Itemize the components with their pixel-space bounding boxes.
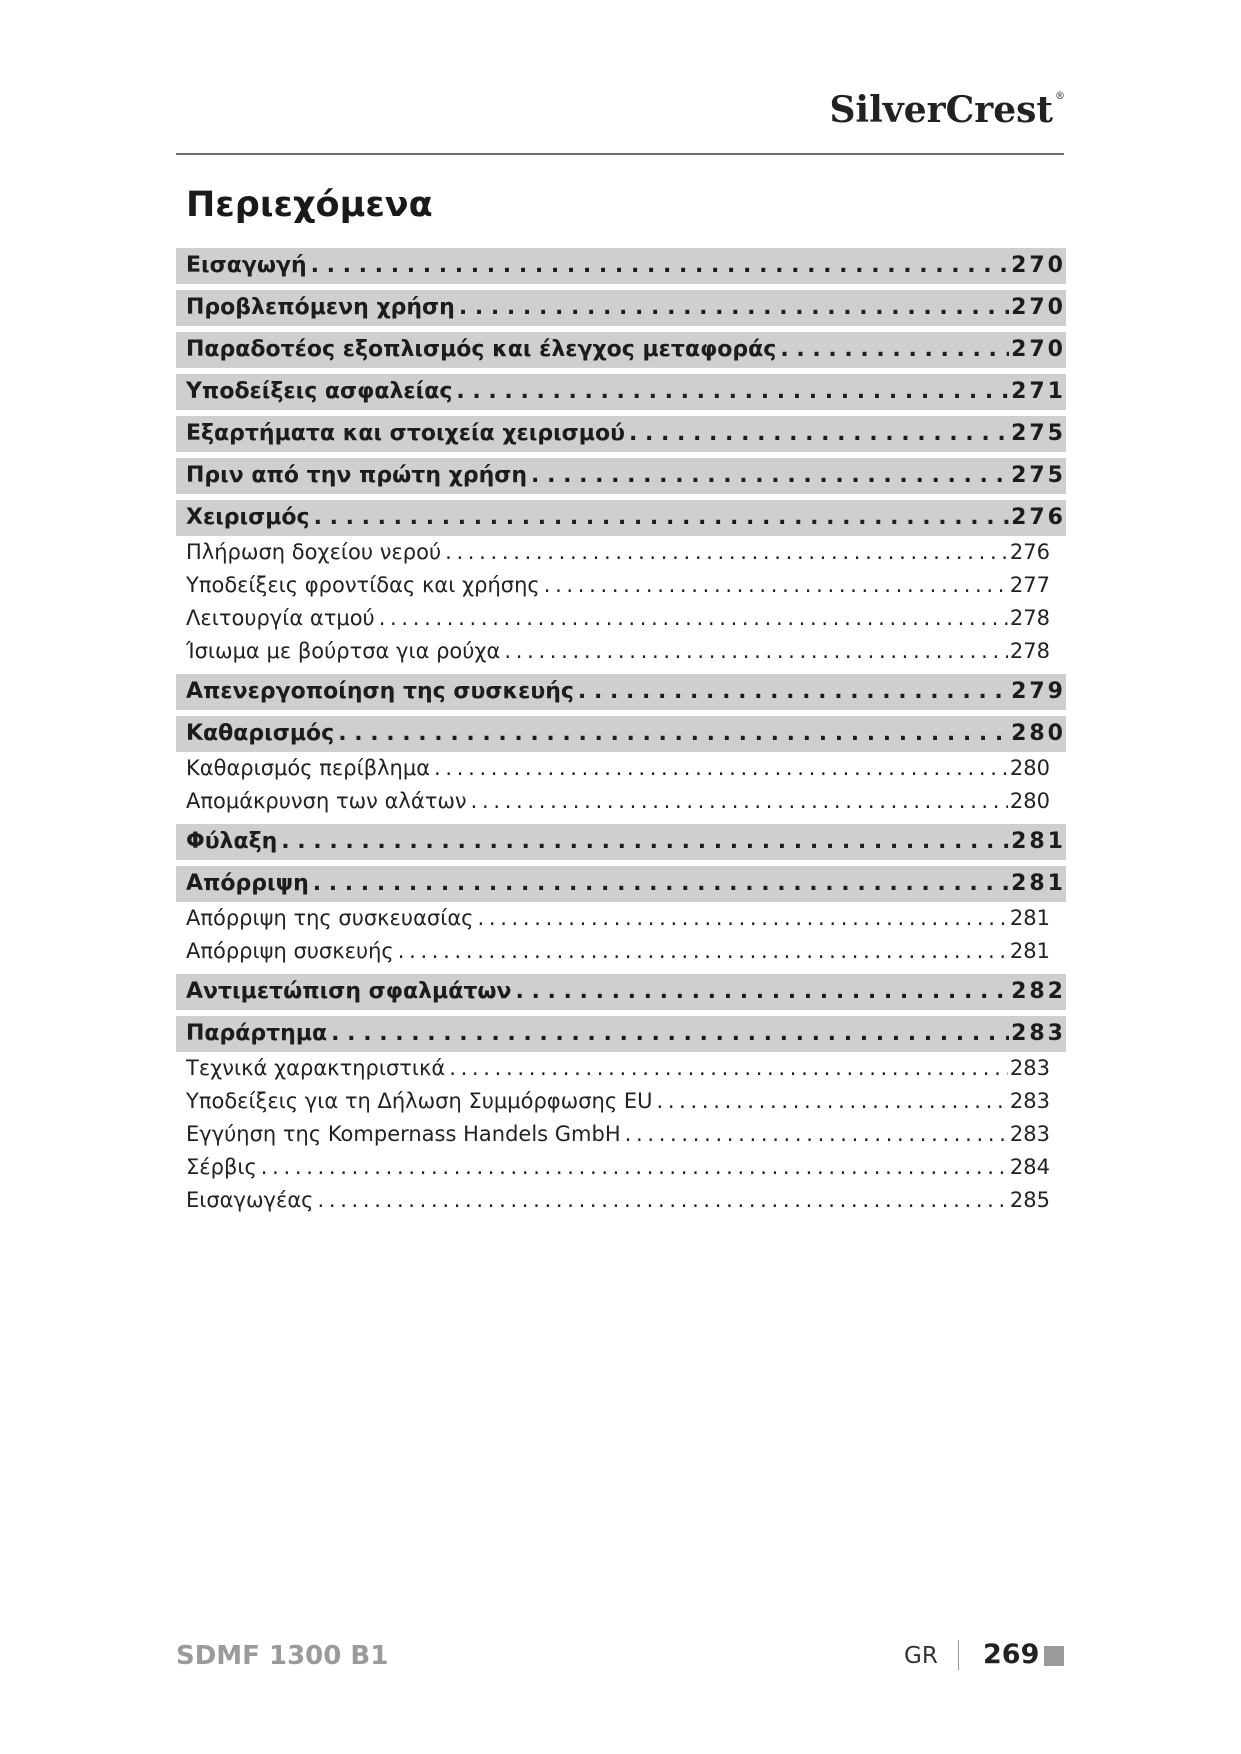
registered-mark: ® <box>1055 91 1065 102</box>
toc-leader <box>314 500 1009 536</box>
toc-label: Απομάκρυνση των αλάτων <box>186 789 467 813</box>
toc-leader <box>531 458 1009 494</box>
toc-section[interactable] <box>176 674 1066 710</box>
toc-label: Τεχνικά χαρακτηριστικά <box>186 1056 446 1080</box>
toc-label: Προβλεπόμενη χρήση <box>186 295 455 320</box>
toc-page: 278 <box>1009 639 1050 663</box>
toc-label: Πλήρωση δοχείου νερού <box>186 540 442 564</box>
header-rule <box>176 153 1064 155</box>
toc-leader <box>478 902 1008 935</box>
toc-leader <box>629 416 1009 452</box>
toc-page: 283 <box>1009 1089 1050 1113</box>
toc-leader <box>331 1016 1009 1052</box>
toc-leader <box>780 332 1009 368</box>
toc-page: 281 <box>1011 829 1066 854</box>
toc-leader <box>338 716 1009 752</box>
table-of-contents <box>176 248 1066 1217</box>
toc-leader <box>456 374 1009 410</box>
footer-square-icon <box>1044 1646 1064 1666</box>
toc-subsection[interactable] <box>176 569 1050 602</box>
toc-page: 276 <box>1009 540 1050 564</box>
toc-leader <box>311 248 1009 284</box>
toc-page: 283 <box>1009 1056 1050 1080</box>
toc-page: 270 <box>1011 295 1066 320</box>
toc-subsection[interactable] <box>176 536 1050 569</box>
toc-page: 270 <box>1011 337 1066 362</box>
toc-subsection[interactable] <box>176 1052 1050 1085</box>
footer-separator <box>958 1640 959 1670</box>
toc-page: 285 <box>1009 1188 1050 1212</box>
footer-model: SDMF 1300 B1 <box>176 1641 389 1671</box>
toc-subsection[interactable] <box>176 1184 1050 1217</box>
toc-page: 278 <box>1009 606 1050 630</box>
toc-section[interactable] <box>176 974 1066 1010</box>
toc-leader <box>578 674 1009 710</box>
toc-label: Εγγύηση της Kompernass Handels GmbH <box>186 1122 621 1146</box>
toc-page: 283 <box>1011 1021 1066 1046</box>
toc-page: 276 <box>1011 505 1066 530</box>
toc-page: 275 <box>1011 421 1066 446</box>
toc-label: Απόρριψη συσκευής <box>186 939 394 963</box>
toc-section[interactable] <box>176 824 1066 860</box>
toc-page: 281 <box>1009 906 1050 930</box>
toc-subsection[interactable] <box>176 902 1050 935</box>
toc-page: 275 <box>1011 463 1066 488</box>
toc-section[interactable] <box>176 500 1066 536</box>
toc-section[interactable] <box>176 416 1066 452</box>
toc-leader <box>459 290 1009 326</box>
toc-section[interactable] <box>176 332 1066 368</box>
toc-leader <box>515 974 1009 1010</box>
toc-subsection[interactable] <box>176 752 1050 785</box>
toc-leader <box>544 569 1008 602</box>
toc-label: Πριν από την πρώτη χρήση <box>186 463 528 488</box>
toc-label: Παράρτημα <box>186 1021 328 1046</box>
toc-label: Καθαρισμός <box>186 721 335 746</box>
toc-subsection[interactable] <box>176 1085 1050 1118</box>
toc-page: 281 <box>1009 939 1050 963</box>
toc-label: Ίσιωμα με βούρτσα για ρούχα <box>186 639 501 663</box>
toc-subsection[interactable] <box>176 1151 1050 1184</box>
toc-leader <box>471 785 1008 818</box>
toc-page: 284 <box>1009 1155 1050 1179</box>
toc-subsection[interactable] <box>176 935 1050 968</box>
toc-section[interactable] <box>176 374 1066 410</box>
toc-page: 277 <box>1009 573 1050 597</box>
toc-label: Αντιμετώπιση σφαλμάτων <box>186 979 512 1004</box>
toc-leader <box>656 1085 1007 1118</box>
toc-page: 271 <box>1011 379 1066 404</box>
brand-name: SilverCrest <box>829 89 1053 131</box>
toc-label: Εισαγωγέας <box>186 1188 314 1212</box>
toc-label: Παραδοτέος εξοπλισμός και έλεγχος μεταφοράς <box>186 337 777 362</box>
toc-label: Υποδείξεις ασφαλείας <box>186 379 453 404</box>
toc-label: Απόρριψη <box>186 871 309 896</box>
toc-leader <box>318 1184 1008 1217</box>
toc-label: Εξαρτήματα και στοιχεία χειρισμού <box>186 421 625 446</box>
toc-page: 282 <box>1011 979 1066 1004</box>
toc-leader <box>313 866 1009 902</box>
toc-page: 279 <box>1011 679 1066 704</box>
footer-page-number: 269 <box>983 1639 1040 1670</box>
toc-section[interactable] <box>176 1016 1066 1052</box>
toc-label: Σέρβις <box>186 1155 257 1179</box>
toc-section[interactable] <box>176 866 1066 902</box>
toc-page: 280 <box>1011 721 1066 746</box>
toc-label: Εισαγωγή <box>186 253 307 278</box>
toc-label: Απόρριψη της συσκευασίας <box>186 906 474 930</box>
toc-subsection[interactable] <box>176 785 1050 818</box>
toc-subsection[interactable] <box>176 635 1050 668</box>
toc-leader <box>625 1118 1008 1151</box>
toc-leader <box>261 1151 1008 1184</box>
toc-subsection[interactable] <box>176 602 1050 635</box>
toc-page: 280 <box>1009 789 1050 813</box>
toc-page: 283 <box>1009 1122 1050 1146</box>
toc-leader <box>449 1052 1008 1085</box>
toc-label: Υποδείξεις φροντίδας και χρήσης <box>186 573 540 597</box>
toc-label: Λειτουργία ατμού <box>186 606 375 630</box>
toc-leader <box>445 536 1008 569</box>
toc-page: 270 <box>1011 253 1066 278</box>
toc-leader <box>398 935 1008 968</box>
brand-logo <box>829 89 1065 131</box>
toc-leader <box>434 752 1008 785</box>
toc-label: Υποδείξεις για τη Δήλωση Συμμόρφωσης EU <box>186 1089 653 1113</box>
page-title: Περιεχόμενα <box>186 185 433 225</box>
toc-section[interactable] <box>176 290 1066 326</box>
toc-page: 280 <box>1009 756 1050 780</box>
toc-leader <box>504 635 1008 668</box>
toc-leader <box>281 824 1009 860</box>
footer-language: GR <box>904 1643 938 1669</box>
toc-label: Χειρισμός <box>186 505 310 530</box>
toc-page: 281 <box>1011 871 1066 896</box>
toc-section[interactable] <box>176 248 1066 284</box>
toc-section[interactable] <box>176 716 1066 752</box>
toc-leader <box>379 602 1008 635</box>
toc-subsection[interactable] <box>176 1118 1050 1151</box>
toc-section[interactable] <box>176 458 1066 494</box>
toc-label: Φύλαξη <box>186 829 278 854</box>
toc-label: Απενεργοποίηση της συσκευής <box>186 679 574 704</box>
toc-label: Καθαρισμός περίβλημα <box>186 756 431 780</box>
